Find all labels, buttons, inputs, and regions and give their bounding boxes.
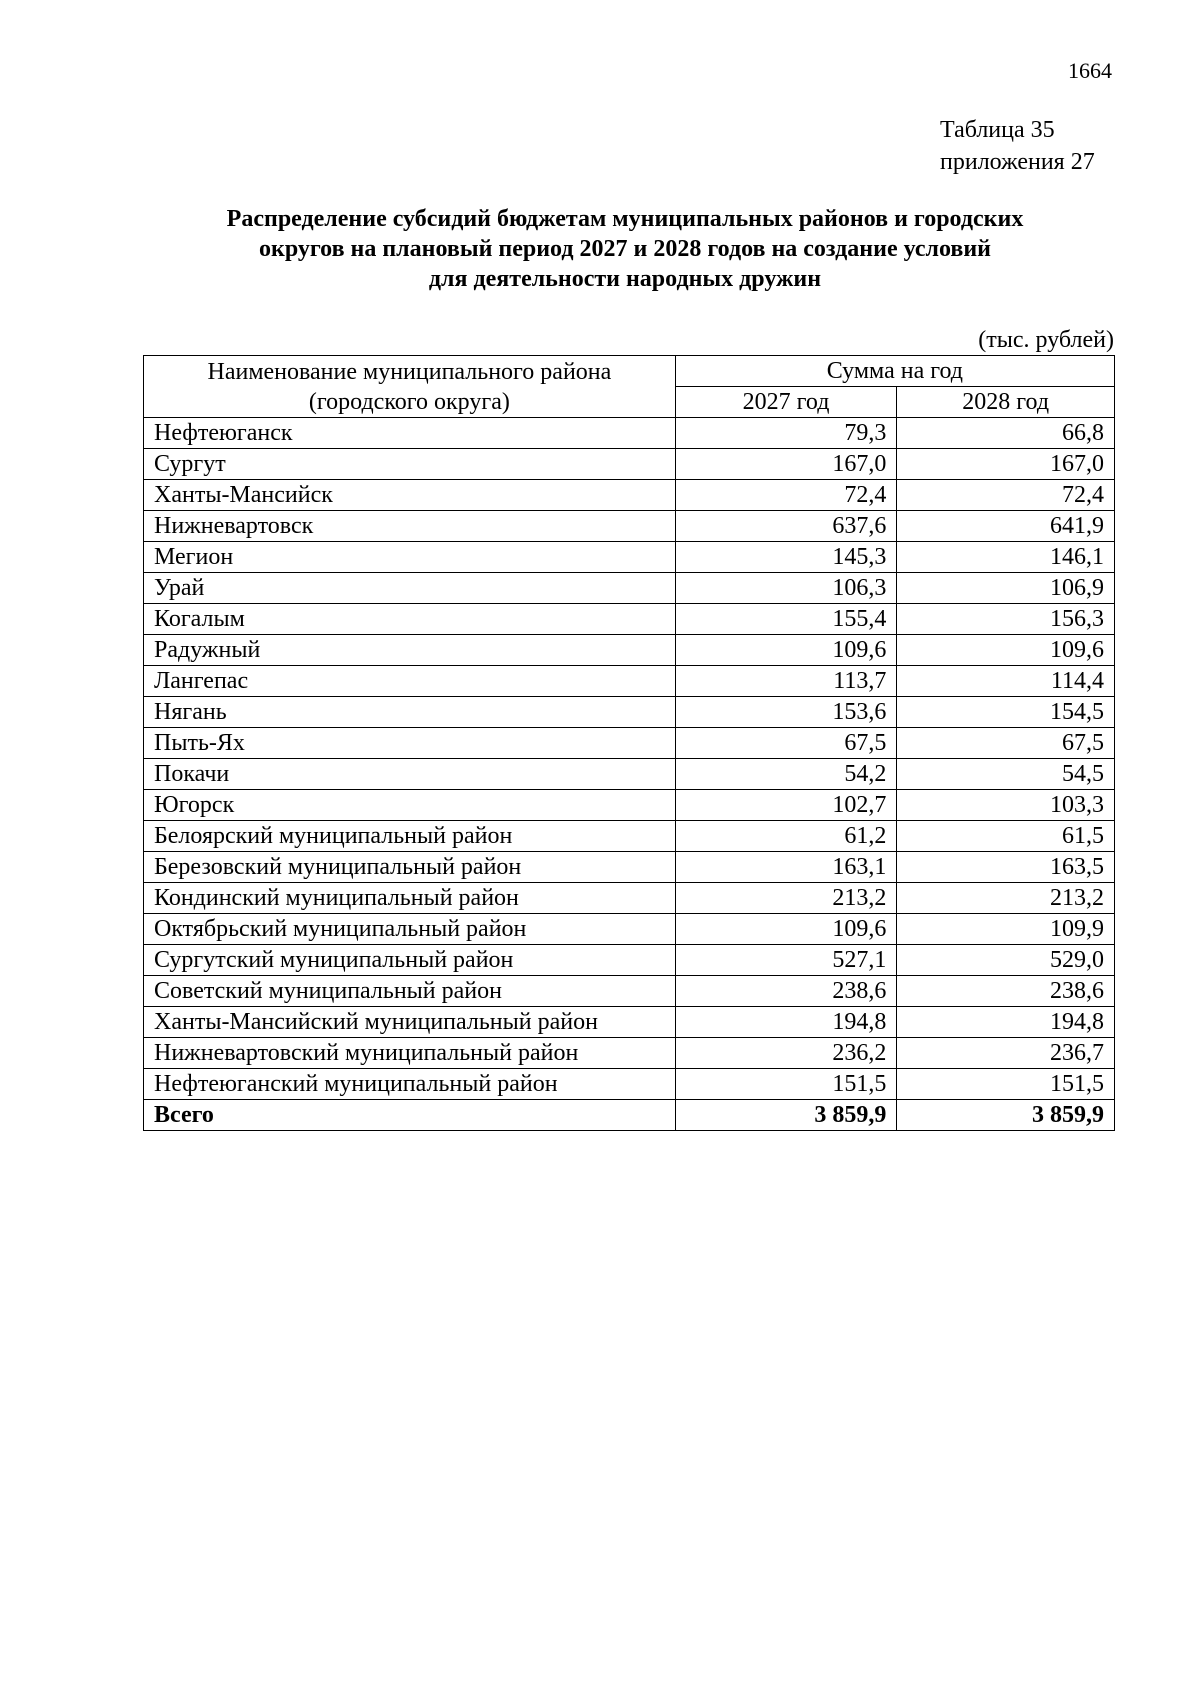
row-name-cell: Нижневартовск	[144, 511, 676, 542]
row-value-2028: 641,9	[897, 511, 1115, 542]
table-row	[144, 852, 1115, 883]
table-row	[144, 790, 1115, 821]
row-value-2028: 72,4	[897, 480, 1115, 511]
row-name-cell: Мегион	[144, 542, 676, 573]
table-header-row	[144, 356, 1115, 387]
row-value-2027: 527,1	[675, 945, 897, 976]
table-row	[144, 883, 1115, 914]
row-name-cell: Советский муниципальный район	[144, 976, 676, 1007]
table-row	[144, 1007, 1115, 1038]
row-name-cell: Октябрьский муниципальный район	[144, 914, 676, 945]
row-name-cell: Нижневартовский муниципальный район	[144, 1038, 676, 1069]
document-title	[140, 204, 1110, 294]
row-value-2028: 154,5	[897, 697, 1115, 728]
row-name-cell: Нефтеюганск	[144, 418, 676, 449]
row-value-2028: 151,5	[897, 1069, 1115, 1100]
header-name-line-2: (городского округа)	[308, 388, 510, 415]
row-name-cell: Пыть-Ях	[144, 728, 676, 759]
total-label-cell: Всего	[144, 1100, 676, 1131]
row-value-2028: 194,8	[897, 1007, 1115, 1038]
row-value-2027: 167,0	[675, 449, 897, 480]
row-value-2028: 156,3	[897, 604, 1115, 635]
row-value-2027: 155,4	[675, 604, 897, 635]
row-value-2027: 151,5	[675, 1069, 897, 1100]
table-caption-line-2: приложения 27	[940, 149, 1095, 175]
row-value-2028: 213,2	[897, 883, 1115, 914]
row-name-cell: Кондинский муниципальный район	[144, 883, 676, 914]
row-value-2028: 236,7	[897, 1038, 1115, 1069]
table-row	[144, 945, 1115, 976]
table-row	[144, 480, 1115, 511]
total-value-2028: 3 859,9	[897, 1100, 1115, 1131]
row-name-cell: Урай	[144, 573, 676, 604]
total-value-2027: 3 859,9	[675, 1100, 897, 1131]
row-value-2028: 114,4	[897, 666, 1115, 697]
row-value-2027: 236,2	[675, 1038, 897, 1069]
row-name-cell: Ханты-Мансийский муниципальный район	[144, 1007, 676, 1038]
row-value-2027: 79,3	[675, 418, 897, 449]
row-value-2027: 194,8	[675, 1007, 897, 1038]
row-value-2027: 153,6	[675, 697, 897, 728]
document-title-line-1: Распределение субсидий бюджетам муниципальных районов и городских	[226, 206, 1024, 232]
table-body	[144, 418, 1115, 1131]
row-value-2028: 61,5	[897, 821, 1115, 852]
row-value-2027: 109,6	[675, 635, 897, 666]
row-name-cell: Сургутский муниципальный район	[144, 945, 676, 976]
document-title-line-3: для деятельности народных дружин	[428, 266, 822, 292]
table-row	[144, 511, 1115, 542]
header-name-cell	[144, 356, 676, 418]
row-value-2028: 54,5	[897, 759, 1115, 790]
row-name-cell: Березовский муниципальный район	[144, 852, 676, 883]
table-total-row	[144, 1100, 1115, 1131]
table-caption-line-1: Таблица 35	[940, 117, 1055, 143]
header-year-2028: 2028 год	[897, 387, 1115, 418]
row-value-2028: 109,9	[897, 914, 1115, 945]
row-value-2027: 637,6	[675, 511, 897, 542]
row-value-2028: 163,5	[897, 852, 1115, 883]
table-row	[144, 1069, 1115, 1100]
row-name-cell: Когалым	[144, 604, 676, 635]
page-number: 1664	[1068, 58, 1112, 83]
table-row	[144, 976, 1115, 1007]
row-value-2027: 145,3	[675, 542, 897, 573]
table-row	[144, 449, 1115, 480]
table-row	[144, 821, 1115, 852]
row-name-cell: Нефтеюганский муниципальный район	[144, 1069, 676, 1100]
table-row	[144, 728, 1115, 759]
document-title-line-2: округов на плановый период 2027 и 2028 годов на создание условий	[259, 236, 991, 262]
row-value-2027: 61,2	[675, 821, 897, 852]
row-value-2027: 67,5	[675, 728, 897, 759]
row-value-2027: 113,7	[675, 666, 897, 697]
row-value-2027: 102,7	[675, 790, 897, 821]
row-value-2028: 146,1	[897, 542, 1115, 573]
row-name-cell: Лангепас	[144, 666, 676, 697]
row-value-2027: 106,3	[675, 573, 897, 604]
row-value-2027: 213,2	[675, 883, 897, 914]
row-value-2028: 66,8	[897, 418, 1115, 449]
row-value-2027: 163,1	[675, 852, 897, 883]
table-row	[144, 666, 1115, 697]
row-name-cell: Югорск	[144, 790, 676, 821]
table-row	[144, 1038, 1115, 1069]
subsidies-table	[143, 355, 1115, 1131]
header-sum-cell: Сумма на год	[675, 356, 1114, 387]
row-value-2028: 529,0	[897, 945, 1115, 976]
row-value-2027: 72,4	[675, 480, 897, 511]
row-value-2028: 106,9	[897, 573, 1115, 604]
table-row	[144, 542, 1115, 573]
table-row	[144, 573, 1115, 604]
header-year-2027: 2027 год	[675, 387, 897, 418]
table-caption	[940, 114, 1095, 178]
row-name-cell: Покачи	[144, 759, 676, 790]
row-value-2028: 109,6	[897, 635, 1115, 666]
table-row	[144, 418, 1115, 449]
row-value-2027: 238,6	[675, 976, 897, 1007]
table-row	[144, 604, 1115, 635]
row-name-cell: Радужный	[144, 635, 676, 666]
table-row	[144, 697, 1115, 728]
units-label: (тыс. рублей)	[978, 327, 1114, 353]
row-value-2028: 238,6	[897, 976, 1115, 1007]
header-name-line-1: Наименование муниципального района	[207, 358, 612, 385]
row-value-2028: 167,0	[897, 449, 1115, 480]
table-row	[144, 759, 1115, 790]
row-name-cell: Белоярский муниципальный район	[144, 821, 676, 852]
row-name-cell: Сургут	[144, 449, 676, 480]
row-value-2028: 103,3	[897, 790, 1115, 821]
table-row	[144, 635, 1115, 666]
table-row	[144, 914, 1115, 945]
row-value-2027: 109,6	[675, 914, 897, 945]
row-name-cell: Нягань	[144, 697, 676, 728]
row-value-2027: 54,2	[675, 759, 897, 790]
row-name-cell: Ханты-Мансийск	[144, 480, 676, 511]
row-value-2028: 67,5	[897, 728, 1115, 759]
